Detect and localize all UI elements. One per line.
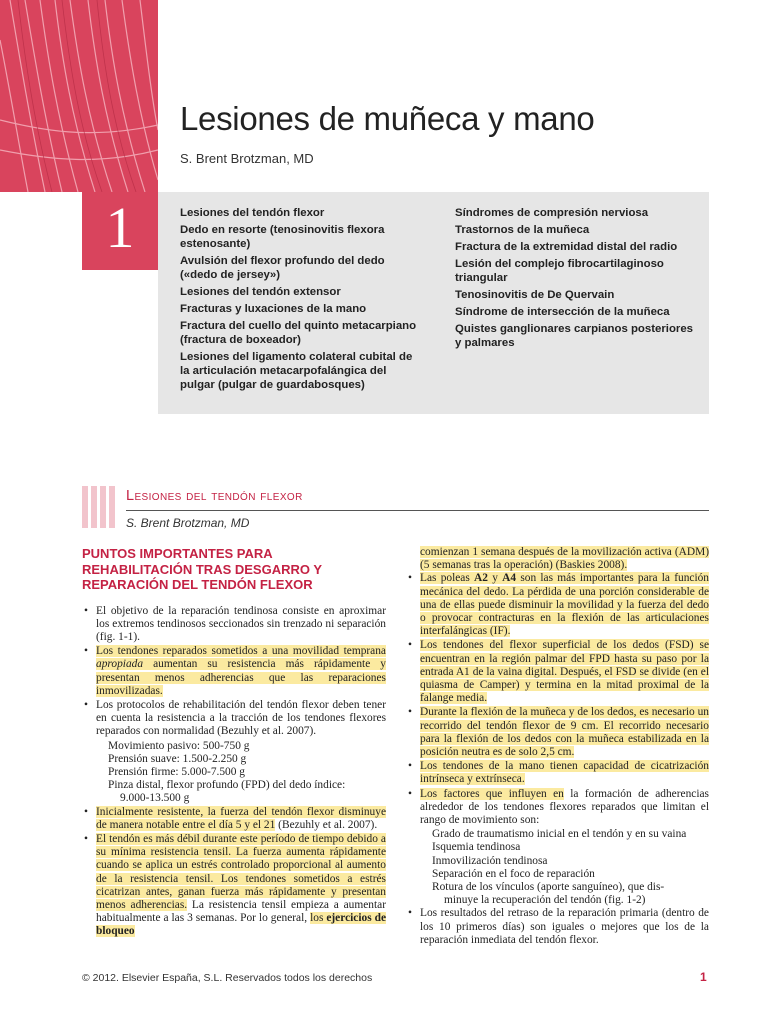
contents-item: Síndromes de compresión nerviosa (455, 207, 649, 219)
list-item: • Durante la flexión de la muñeca y de los dedos, es necesario un recorrido del tendón flexor de 9 cm. El recorrido necesario para la flexión de los dedos con la muñeca estabilizada en la posición neutra es de solo 2,5 cm. (408, 706, 709, 759)
list-item: • Los factores que influyen en la formación de adherencias alrededor de los tendones flexores reparados que limitan el rango de movimiento son: (408, 787, 709, 827)
list-item: • Los resultados del retraso de la reparación primaria (dentro de los 10 primeros días) son iguales o mejores que los de la reparación inmediata del tendón flexor. (408, 907, 709, 946)
factor-item: Rotura de los vínculos (aporte sanguíneo), que dis- (432, 881, 665, 894)
factor-item: Isquemia tendinosa (432, 841, 521, 854)
list-item: • Los tendones reparados sometidos a una movilidad temprana apropiada aumentan su resistencia más rápidamente y presentan menos adherencias que las reparaciones inmovilizadas. (84, 645, 386, 697)
contents-column-1 (180, 206, 420, 395)
anatomy-illustration (0, 0, 158, 192)
list-item: • Inicialmente resistente, la fuerza del tendón flexor disminuye de manera notable entre el día 5 y el 21 (Bezuhly et al. 2007). (84, 805, 386, 831)
section-rule (126, 510, 709, 511)
contents-item: Dedo en resorte (tenosinovitis flexora estenosante) (180, 224, 385, 250)
contents-item: Lesiones del tendón flexor (180, 207, 325, 219)
list-item: • Los tendones del flexor superficial de los dedos (FSD) se encuentran en la región palmar del FPD hasta su paso por la entrada A1 de la vaina digital. Después, el FSD se divide (en el quiasma de Camper) y termina en la mitad proximal de la falange media. (408, 639, 709, 705)
list-item: • El tendón es más débil durante este período de tiempo debido a su mínima resistencia tensil. La fuerza aumenta rápidamente cuando se aplica un estrés controlado proporcional al aumento de la resistencia tensil. Los tendones sometidos a estrés cicatrizan antes, ganan fuerza más rápidamente y presentan menos adherencias. La resistencia tensil empieza a aumentar habitualmente a las 3 semanas. Por lo general, los ejercicios de bloqueo (84, 832, 386, 938)
page-number: 1 (700, 970, 707, 984)
force-value: Movimiento pasivo: 500-750 g (108, 739, 250, 752)
force-value: 9.000-13.500 g (120, 792, 190, 805)
contents-item: Lesiones del tendón extensor (180, 286, 341, 298)
copyright-footer: © 2012. Elsevier España, S.L. Reservados todos los derechos (82, 972, 373, 984)
contents-item: Fractura del cuello del quinto metacarpiano (fractura de boxeador) (180, 320, 417, 346)
continued-text: comienzan 1 semana después de la movilización activa (ADM) (5 semanas tras la operación) (Baskies 2008). (420, 546, 709, 572)
text-column-right (406, 546, 709, 948)
contents-column-2 (455, 206, 700, 353)
key-points-heading: PUNTOS IMPORTANTES PARA REHABILITACIÓN TRAS DESGARRO Y REPARACIÓN DEL TENDÓN FLEXOR (82, 546, 322, 592)
factor-item: Grado de traumatismo inicial en el tendón y en su vaina (432, 828, 687, 841)
contents-item: Lesión del complejo fibrocartilaginoso triangular (455, 258, 664, 284)
chapter-contents-box (158, 192, 709, 414)
chapter-number: 1 (105, 195, 135, 260)
factor-item: Separación en el foco de reparación (432, 867, 595, 880)
contents-item: Tenosinovitis de De Quervain (455, 289, 615, 301)
list-item: • Las poleas A2 y A4 son las más importantes para la función mecánica del dedo. La pérdida de una porción considerable de una de ellas puede disminuir la movilidad y la fuerza del dedo o provocar contracturas en la flexión de las articulaciones interfalángicas (IF). (408, 572, 710, 638)
text-column-left (82, 546, 386, 940)
chapter-number-box (82, 192, 158, 270)
contents-item: Avulsión del flexor profundo del dedo («dedo de jersey») (180, 255, 385, 281)
contents-item: Fractura de la extremidad distal del radio (455, 241, 678, 253)
list-item: • El objetivo de la reparación tendinosa consiste en aproximar los extremos tendinosos seccionados sin trenzado ni separación (fig. 1-1). (84, 604, 386, 643)
contents-item: Síndrome de intersección de la muñeca (455, 306, 670, 318)
chapter-title: Lesiones de muñeca y mano (180, 100, 595, 137)
section-heading (126, 488, 303, 504)
contents-item: Lesiones del ligamento colateral cubital de la articulación metacarpofalángica del pulgar (pulgar de guardabosques) (180, 351, 413, 391)
tendon-drawing (0, 0, 158, 192)
factor-item: Inmovilización tendinosa (432, 854, 548, 867)
force-value: Prensión suave: 1.500-2.250 g (108, 752, 247, 765)
contents-item: Trastornos de la muñeca (455, 224, 590, 236)
list-item: • Los protocolos de rehabilitación del tendón flexor deben tener en cuenta la resistencia a la tracción de los tendones flexores reparados con normalidad (Bezuhly et al. 2007). (84, 698, 386, 738)
force-value: Prensión firme: 5.000-7.500 g (108, 765, 245, 778)
chapter-author: S. Brent Brotzman, MD (180, 151, 314, 166)
factor-item: minuye la recuperación del tendón (fig. 1-2) (444, 894, 646, 907)
section-decoration (82, 486, 116, 528)
section-author: S. Brent Brotzman, MD (126, 516, 250, 530)
section-heading-text: Lesiones del tendón flexor (126, 488, 303, 504)
list-item: • Los tendones de la mano tienen capacidad de cicatrización intrínseca y extrínseca. (408, 760, 709, 786)
contents-item: Fracturas y luxaciones de la mano (180, 303, 367, 315)
force-value: Pinza distal, flexor profundo (FPD) del dedo índice: (108, 779, 346, 792)
contents-item: Quistes ganglionares carpianos posteriores y palmares (455, 323, 694, 349)
